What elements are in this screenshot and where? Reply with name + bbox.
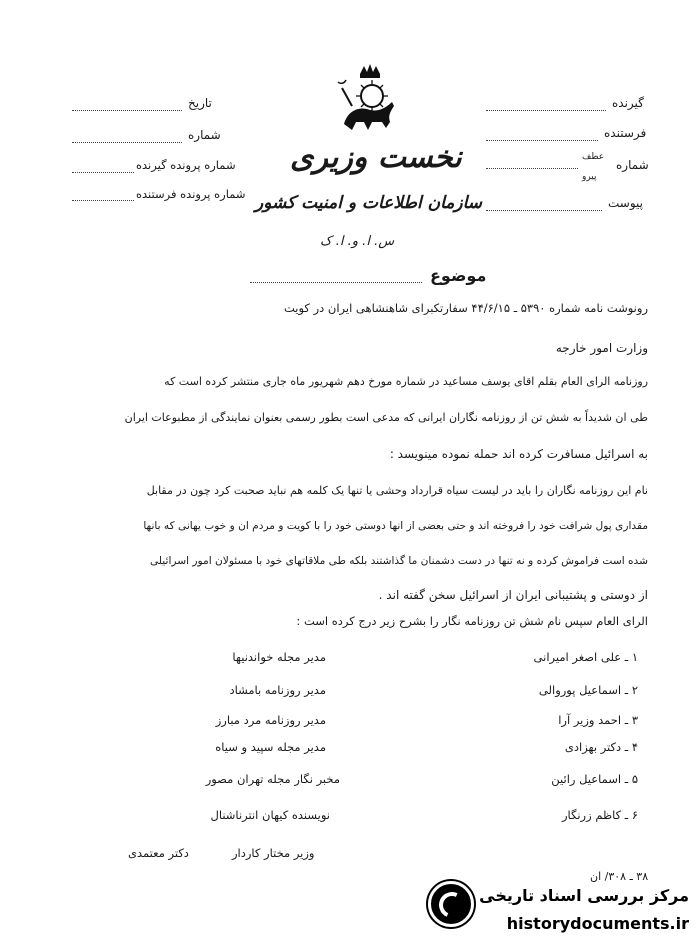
org-subtitle: سازمان اطلاعات و امنیت کشور	[255, 193, 483, 213]
lion-and-sun-emblem-icon	[330, 62, 410, 142]
sender-file-line	[72, 200, 134, 201]
org-code: س. ا. و. ا. ک	[320, 234, 395, 249]
attachment-field-line	[486, 210, 602, 211]
list-item-role: مدیر روزنامه بامشاد	[229, 683, 326, 697]
list-item: ۴ ـ دکتر بهزادی	[564, 740, 638, 754]
followup-sub-label: پیرو	[582, 172, 597, 182]
subject-line	[250, 282, 422, 283]
list-item-number: ۱	[631, 650, 638, 664]
attachment-label: پیوست	[608, 196, 643, 210]
receiver-file-line	[72, 172, 134, 173]
recipient-label: گیرنده	[612, 96, 644, 110]
list-item: ۶ ـ کاظم زرنگار	[561, 808, 638, 822]
list-item-number: ۲	[631, 683, 638, 697]
list-item: ۲ ـ اسماعیل پوروالی	[538, 683, 638, 697]
number-label-left: شماره	[188, 128, 221, 142]
reference-sub-label: عطف	[582, 152, 605, 162]
watermark-url: historydocuments.ir	[506, 914, 689, 933]
body-line-4: طی ان شدیداً به شش تن از روزنامه نگاران ایرانی که مدعی است بطور رسمی بعنوان نمایندگی از مطبوعات ایران	[124, 411, 648, 424]
org-title: نخست وزیری	[290, 140, 462, 175]
list-item-number: ۵	[631, 772, 638, 786]
list-item-name: احمد وزیر آرا	[558, 713, 622, 727]
body-line-6: نام این روزنامه نگاران را باید در لیست سیاه قرارداد وحشی یا تنها یک کلمه هم نباید صحبت کرد چون در مقابل	[146, 484, 648, 497]
document-reference: ۳۸ ـ ۳۰۸/ ان	[590, 870, 649, 883]
list-item-name: دکتر بهزادی	[564, 740, 622, 754]
list-item-role: نویسنده کیهان انترناشنال	[210, 808, 330, 822]
sender-label: فرستنده	[604, 126, 647, 140]
body-line-1: رونوشت نامه شماره ۵۳۹۰ ـ ۴۴/۶/۱۵ سفارتکبرای شاهنشاهی ایران در کویت	[284, 301, 648, 315]
body-line-3: روزنامه الرای العام بقلم اقای یوسف مساعید در شماره مورخ دهم شهریور ماه جاری منتشر کرده است که	[164, 375, 648, 388]
list-item-number: ۳	[631, 713, 638, 727]
list-item: ۱ ـ علی اصغر امیرانی	[533, 650, 638, 664]
sender-file-label: شماره پرونده فرستنده	[136, 187, 246, 201]
list-item: ۵ ـ اسماعیل رائین	[551, 772, 638, 786]
number-field-line	[72, 142, 182, 143]
date-label: تاریخ	[188, 96, 212, 110]
list-item-name: کاظم زرنگار	[561, 808, 622, 822]
list-item-role: مدیر مجله خواندنیها	[232, 650, 326, 664]
body-line-9: از دوستی و پشتیبانی ایران از اسرائیل سخن گفته اند .	[378, 588, 648, 602]
list-item-role: مخبر نگار مجله تهران مصور	[205, 772, 340, 786]
sender-field-line	[486, 140, 598, 141]
closing-signer-right: وزیر مختار کاردار	[232, 846, 315, 860]
list-item-name: اسماعیل پوروالی	[538, 683, 622, 697]
list-item-name: علی اصغر امیرانی	[533, 650, 622, 664]
body-line-5: به اسرائیل مسافرت کرده اند حمله نموده مینویسد :	[389, 447, 648, 461]
list-item: ۳ ـ احمد وزیر آرا	[558, 713, 638, 727]
date-field-line	[72, 110, 182, 111]
recipient-field-line	[486, 110, 606, 111]
receiver-file-label: شماره پرونده گیرنده	[136, 158, 236, 172]
body-line-8: شده است فراموش کرده و نه تنها در دست دشمنان ما گذاشتند بلکه طی ملاقاتهای خود با مسئولان امور اسرائیلی	[149, 555, 648, 567]
subject-label: موضوع	[430, 266, 487, 285]
body-line-7: مقداری پول شرافت خود را فروخته اند و حتی بعضی از انها دوستی خود را با کویت و مردم ان و خوب یهانی که بانها	[143, 520, 648, 532]
list-item-number: ۶	[631, 808, 638, 822]
list-item-role: مدیر روزنامه مرد مبارز	[215, 713, 326, 727]
archive-watermark	[420, 876, 695, 942]
number-label-right: شماره	[616, 158, 649, 172]
watermark-title: مرکز بررسی اسناد تاریخی	[479, 886, 689, 905]
list-item-role: مدیر مجله سپید و سیاه	[215, 740, 326, 754]
closing-signer-left: دکتر معتمدی	[128, 846, 189, 860]
body-line-2: وزارت امور خارجه	[555, 341, 648, 355]
archive-logo-icon	[428, 881, 474, 927]
list-item-number: ۴	[631, 740, 638, 754]
number-field-line-right	[486, 168, 578, 169]
list-item-name: اسماعیل رائین	[551, 772, 622, 786]
body-line-10: الرای العام سپس نام شش تن روزنامه نگار را بشرح زیر درج کرده است :	[296, 614, 648, 628]
